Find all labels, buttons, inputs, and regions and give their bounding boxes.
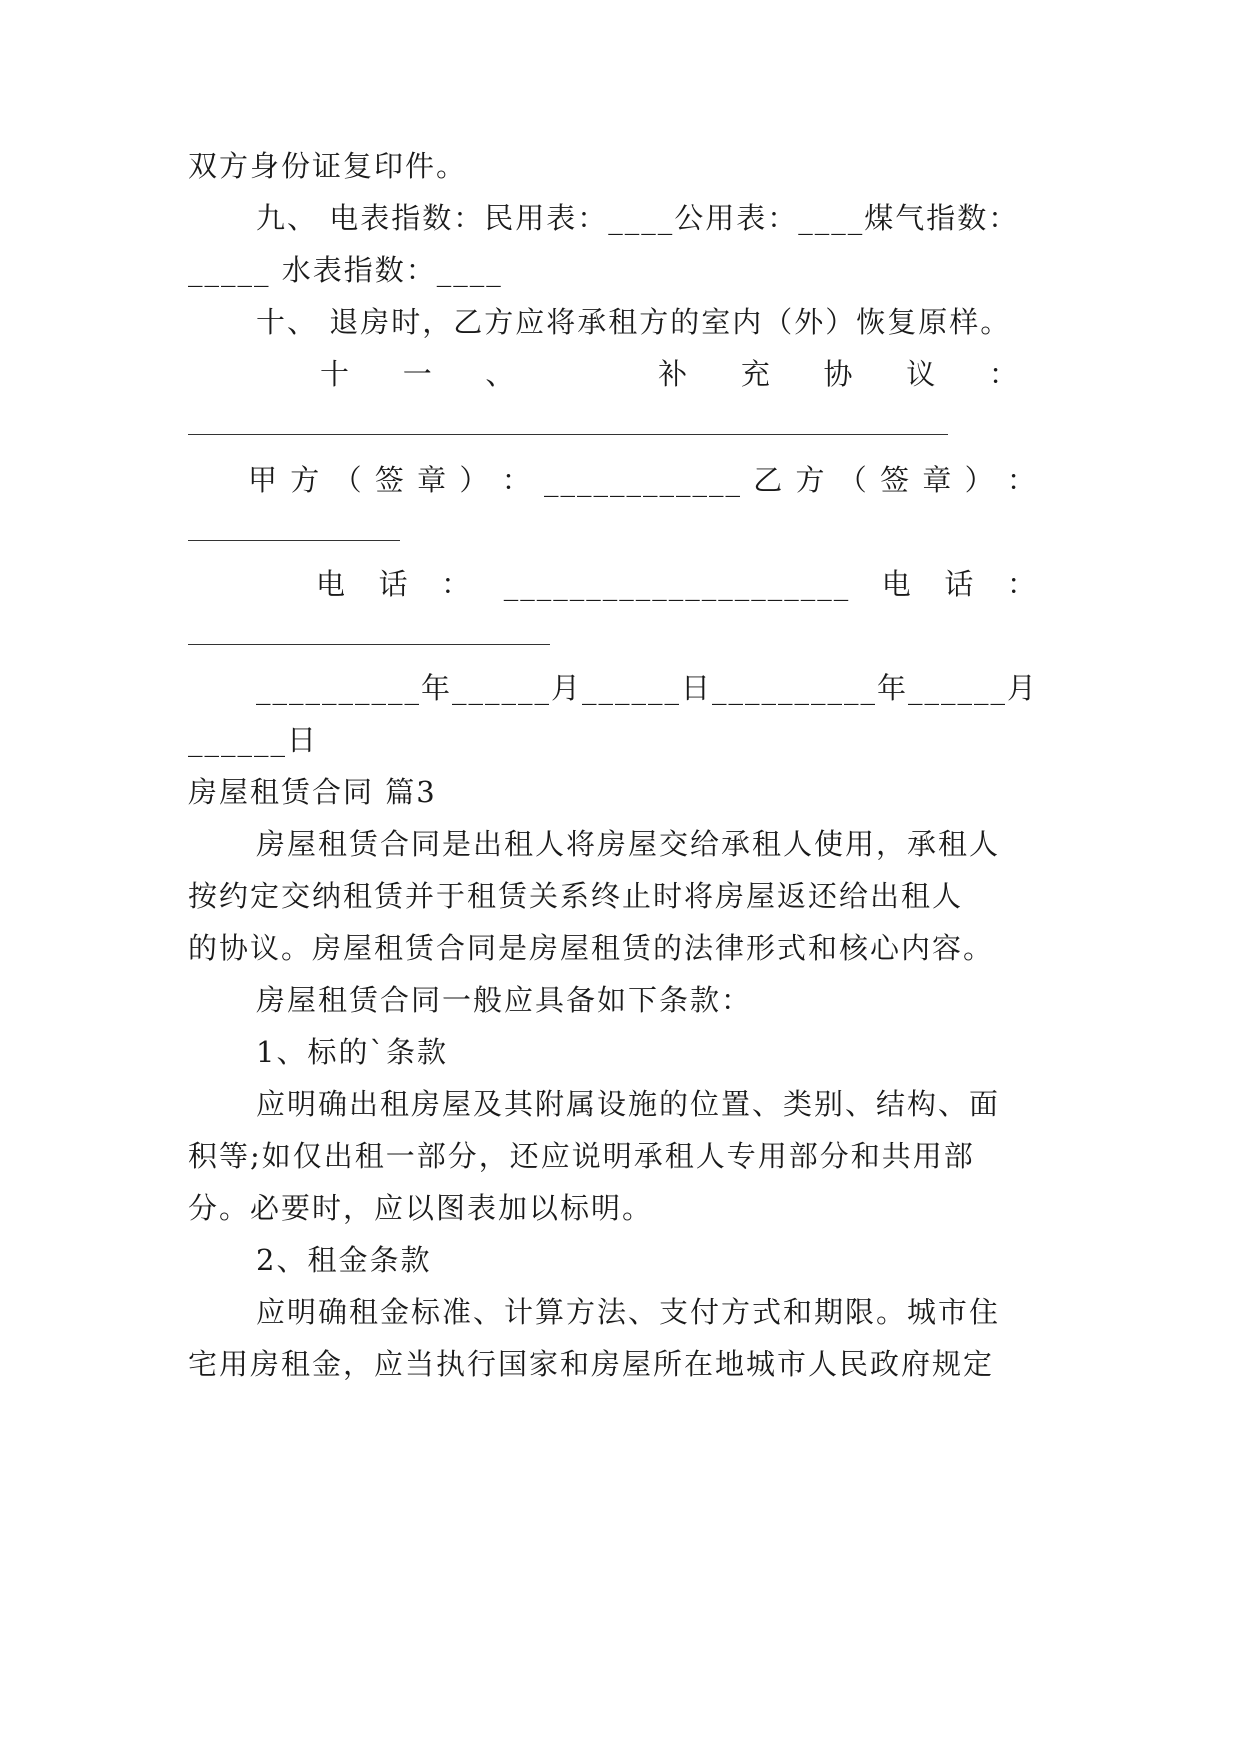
phone-line	[316, 564, 1038, 604]
party-b-signature-blank-line	[188, 540, 400, 541]
paragraph-line: 的协议。房屋租赁合同是房屋租赁的法律形式和核心内容。	[188, 931, 995, 965]
section-title: 房屋租赁合同 篇3	[188, 775, 437, 809]
supplement-char: 协	[823, 357, 855, 391]
phone-a-char: 电	[316, 567, 348, 601]
party-b-char: ）	[964, 463, 996, 497]
party-a-char: （	[332, 463, 364, 497]
party-b-char: 方	[795, 463, 827, 497]
party-b-char: 章	[922, 463, 954, 497]
party-b-char: 乙	[753, 463, 785, 497]
supplement-char: 充	[740, 357, 772, 391]
clause-heading: 2、租金条款	[256, 1243, 432, 1277]
paragraph-line: 房屋租赁合同是出租人将房屋交给承租人使用，承租人	[256, 827, 1001, 861]
paragraph-line: 按约定交纳租赁并于租赁关系终止时将房屋返还给出租人	[188, 879, 964, 913]
supplement-char: 一	[402, 357, 434, 391]
phone-b-char: 电	[881, 567, 913, 601]
party-a-char: ：	[501, 463, 533, 497]
date-line-day: ______日	[188, 723, 319, 757]
paragraph-line: 应明确出租房屋及其附属设施的位置、类别、结构、面	[256, 1087, 1001, 1121]
text-line-id-copies: 双方身份证复印件。	[188, 149, 468, 183]
supplement-char: 十	[320, 357, 352, 391]
phone-a-char: ：	[441, 567, 473, 601]
paragraph-line: 宅用房租金，应当执行国家和房屋所在地城市人民政府规定	[188, 1347, 995, 1381]
party-a-char: ）	[459, 463, 491, 497]
clause-heading: 1、标的`条款	[256, 1035, 448, 1069]
paragraph-line: 分。必要时，应以图表加以标明。	[188, 1191, 654, 1225]
supplement-char: 、	[485, 357, 517, 391]
paragraph-line: 积等;如仅出租一部分，还应说明承租人专用部分和共用部	[188, 1139, 975, 1173]
party-a-char: 甲	[248, 463, 280, 497]
party-a-signature-blank: ____________	[543, 463, 742, 497]
phone-a-blank: _____________________	[503, 567, 851, 601]
clause-9-meter-readings: 九、 电表指数：民用表：____公用表：____煤气指数：	[256, 201, 1020, 235]
party-a-char: 方	[290, 463, 322, 497]
supplement-char: 议	[906, 357, 938, 391]
clause-10-checkout: 十、 退房时，乙方应将承租方的室内（外）恢复原样。	[256, 305, 1012, 339]
paragraph-line: 应明确租金标准、计算方法、支付方式和期限。城市住	[256, 1295, 1001, 1329]
supplement-char: ：	[988, 357, 1020, 391]
paragraph-line: 房屋租赁合同一般应具备如下条款：	[256, 983, 753, 1017]
supplement-blank-line	[188, 434, 948, 435]
supplement-char: 补	[658, 357, 690, 391]
phone-b-char: ：	[1006, 567, 1038, 601]
party-b-char: 签	[880, 463, 912, 497]
clause-9-water-meter: _____ 水表指数：____	[188, 253, 503, 287]
party-a-char: 章	[417, 463, 449, 497]
phone-a-char: 话	[378, 567, 410, 601]
phone-b-char: 话	[944, 567, 976, 601]
party-b-char: （	[837, 463, 869, 497]
clause-11-supplement-heading	[320, 354, 1020, 394]
phone-b-blank-line	[188, 644, 550, 645]
party-b-char: ：	[1006, 463, 1038, 497]
signature-line-parties	[248, 460, 1038, 500]
party-a-char: 签	[374, 463, 406, 497]
date-line: __________年______月______日__________年______月	[256, 671, 1039, 705]
